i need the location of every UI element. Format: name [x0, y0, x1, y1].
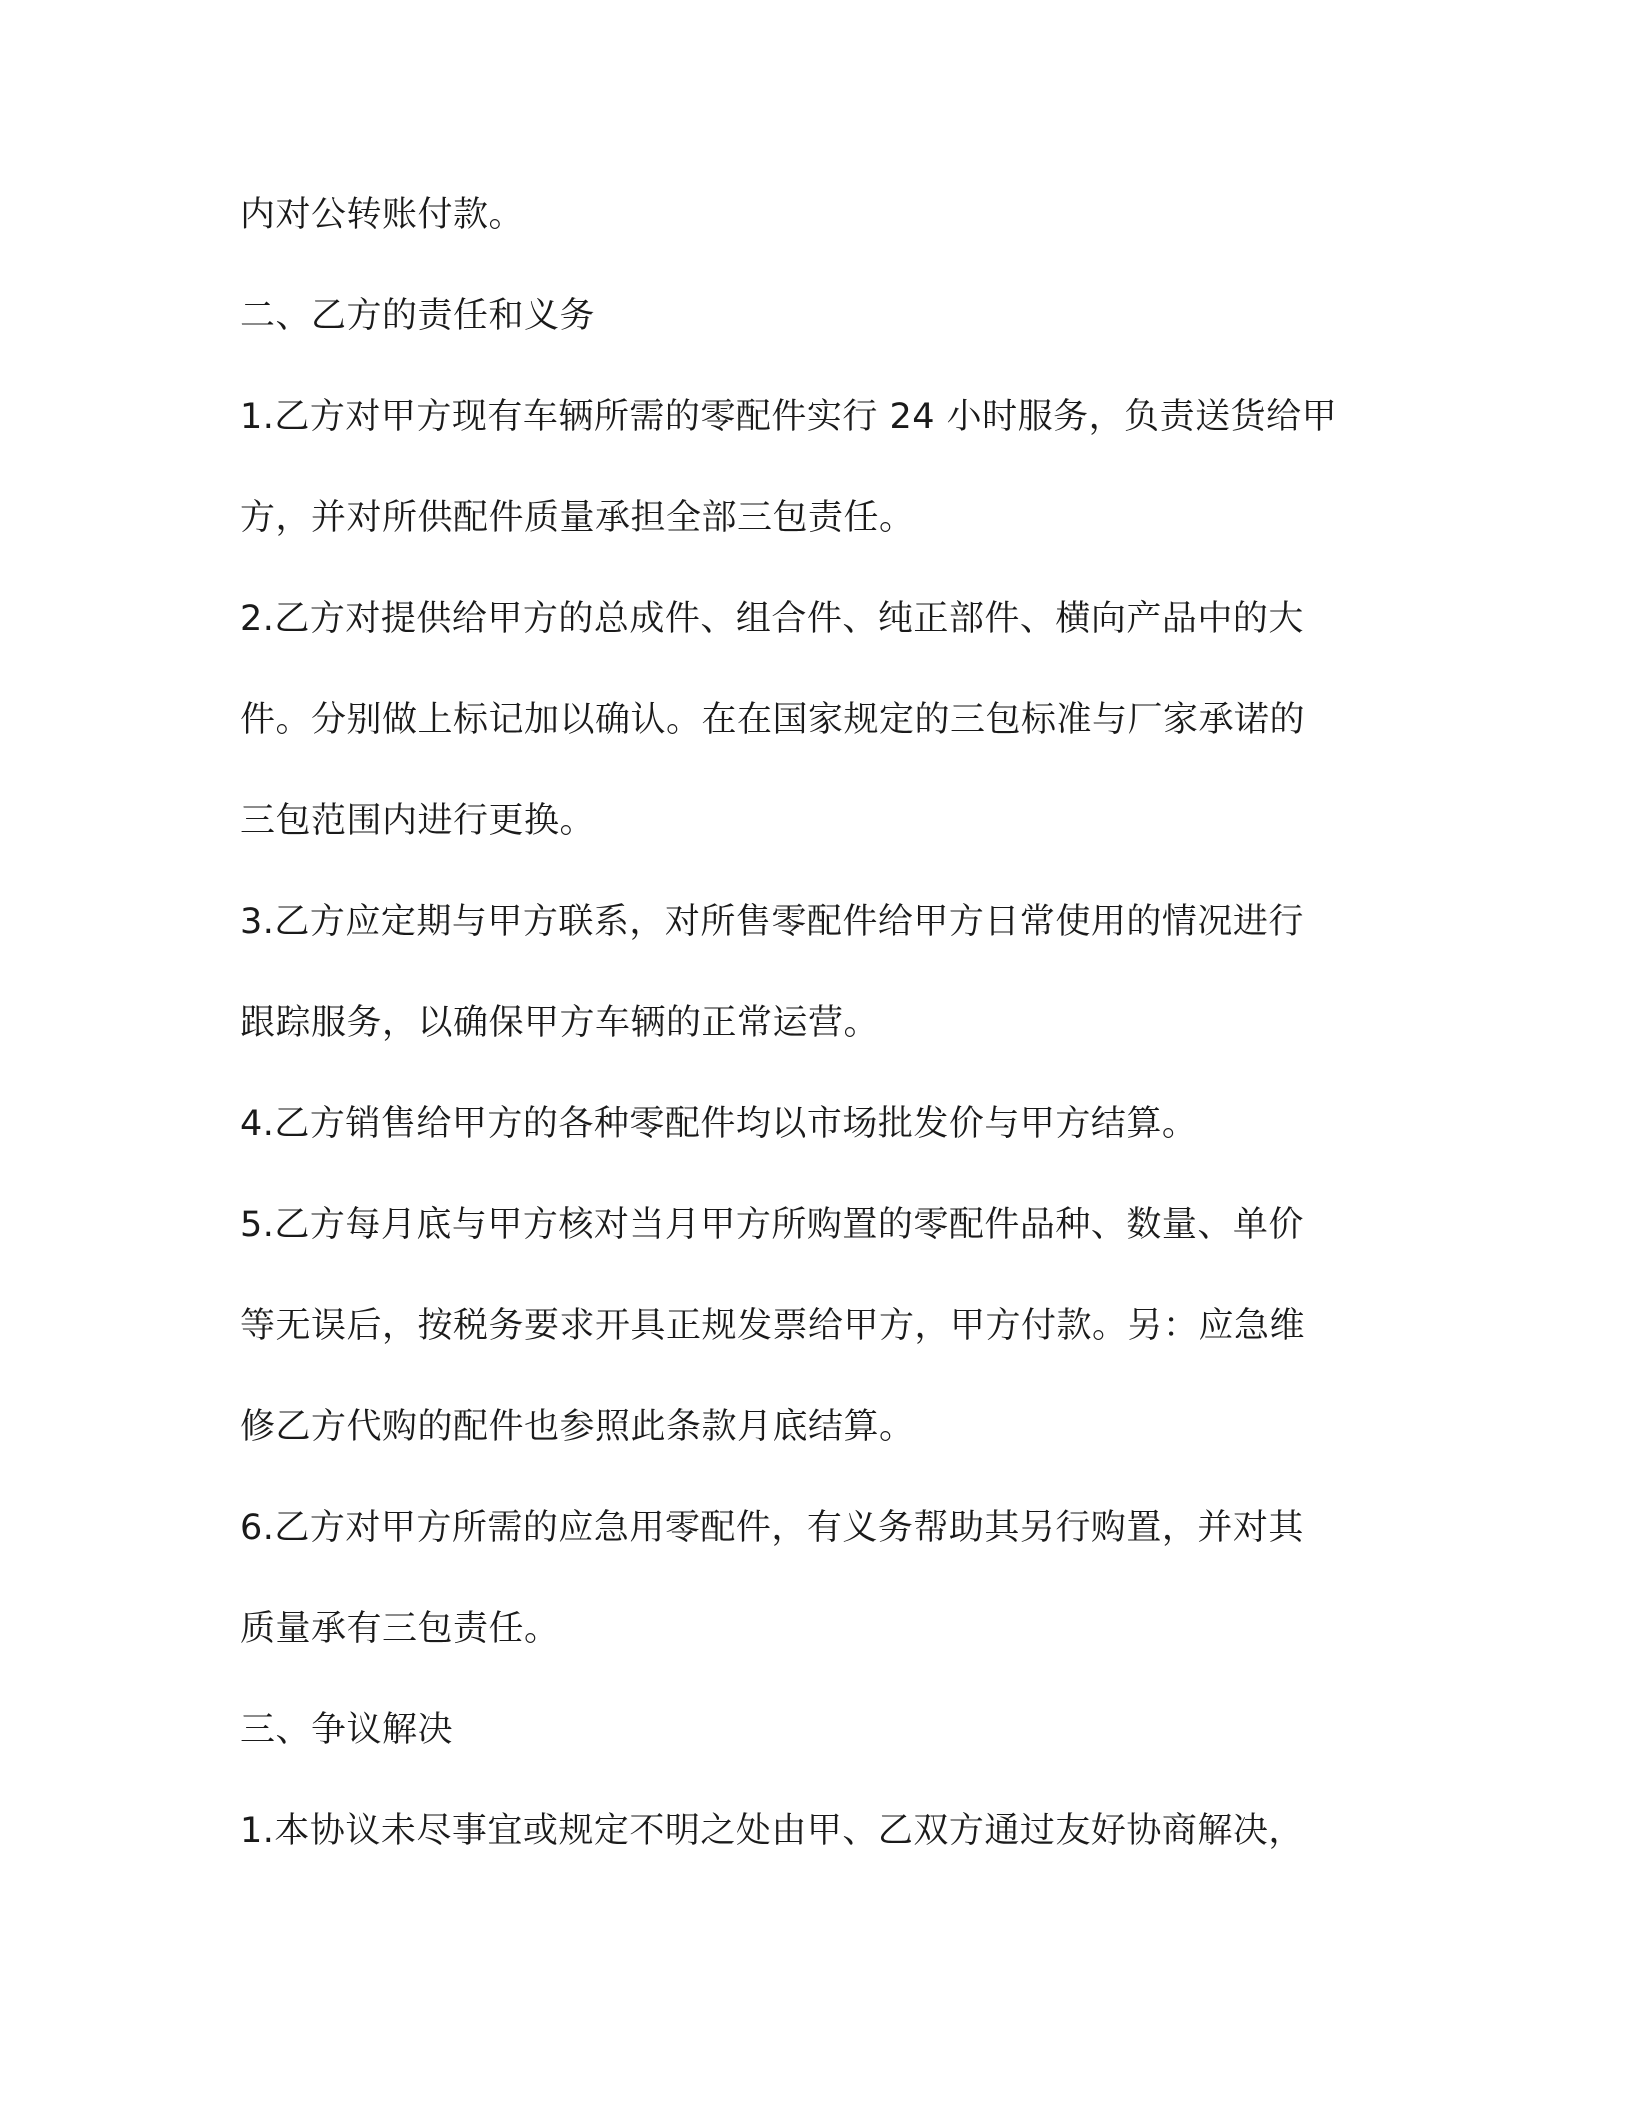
clause-2-line-1: 2.乙方对提供给甲方的总成件、组合件、纯正部件、横向产品中的大 — [240, 599, 1304, 639]
clause-2-line-3: 三包范围内进行更换。 — [240, 801, 596, 841]
clause-1-line-1: 1.乙方对甲方现有车辆所需的零配件实行 24 小时服务，负责送货给甲 — [240, 397, 1338, 437]
clause-5-line-3: 修乙方代购的配件也参照此条款月底结算。 — [240, 1407, 915, 1447]
document-body — [240, 180, 1390, 1897]
clause-1-line-2: 方，并对所供配件质量承担全部三包责任。 — [240, 498, 915, 538]
section-heading-dispute-resolution: 三、争议解决 — [240, 1710, 454, 1750]
clause-6-line-1: 6.乙方对甲方所需的应急用零配件，有义务帮助其另行购置，并对其 — [240, 1508, 1304, 1548]
clause-5-line-2: 等无误后，按税务要求开具正规发票给甲方，甲方付款。另：应急维 — [240, 1306, 1306, 1346]
clause-2-line-2: 件。分别做上标记加以确认。在在国家规定的三包标准与厂家承诺的 — [240, 700, 1306, 740]
text-line-payment-end: 内对公转账付款。 — [240, 195, 525, 235]
section-heading-responsibilities: 二、乙方的责任和义务 — [240, 296, 596, 336]
clause-3-line-2: 跟踪服务，以确保甲方车辆的正常运营。 — [240, 1003, 880, 1043]
clause-6-line-2: 质量承有三包责任。 — [240, 1609, 560, 1649]
clause-3-line-1: 3.乙方应定期与甲方联系，对所售零配件给甲方日常使用的情况进行 — [240, 902, 1304, 942]
clause-5-line-1: 5.乙方每月底与甲方核对当月甲方所购置的零配件品种、数量、单价 — [240, 1205, 1304, 1245]
dispute-clause-1-line-1: 1.本协议未尽事宜或规定不明之处由甲、乙双方通过友好协商解决， — [240, 1811, 1304, 1851]
clause-4-line-1: 4.乙方销售给甲方的各种零配件均以市场批发价与甲方结算。 — [240, 1104, 1198, 1144]
